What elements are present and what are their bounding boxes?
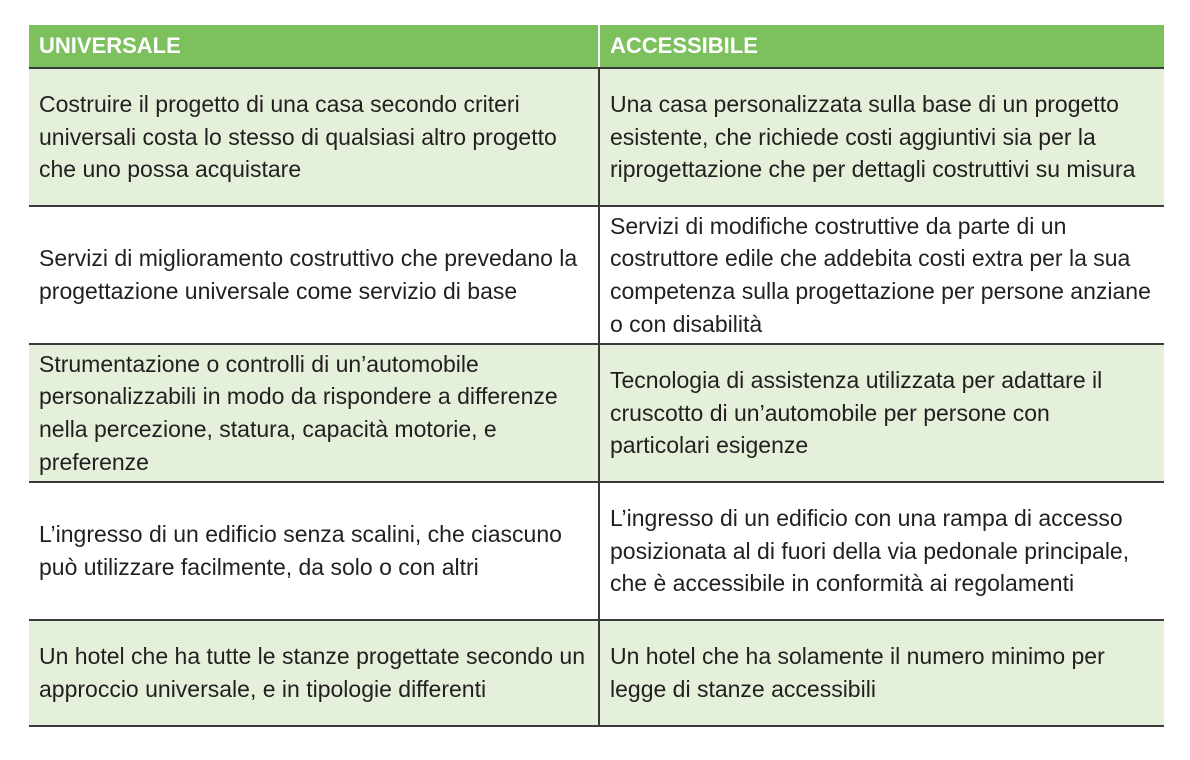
cell-universale: Costruire il progetto di una casa secondo criteri universali costa lo stesso di qualsiasi altro progetto che uno possa acquistare — [29, 68, 599, 206]
header-accessibile: ACCESSIBILE — [599, 25, 1164, 68]
header-universale: UNIVERSALE — [29, 25, 599, 68]
cell-accessibile: Una casa personalizzata sulla base di un progetto esistente, che richiede costi aggiuntivi sia per la riprogettazione che per dettagli costruttivi su misura — [599, 68, 1164, 206]
table-row — [29, 344, 1164, 482]
table-row — [29, 206, 1164, 344]
cell-accessibile: Un hotel che ha solamente il numero minimo per legge di stanze accessibili — [599, 620, 1164, 726]
table-row — [29, 482, 1164, 620]
cell-accessibile: Tecnologia di assistenza utilizzata per adattare il cruscotto di un’automobile per persone con particolari esigenze — [599, 344, 1164, 482]
cell-universale: Un hotel che ha tutte le stanze progettate secondo un approccio universale, e in tipologie differenti — [29, 620, 599, 726]
cell-universale: Strumentazione o controlli di un’automobile personalizzabili in modo da rispondere a differenze nella percezione, statura, capacità motorie, e preferenze — [29, 344, 599, 482]
table-row — [29, 68, 1164, 206]
cell-universale: L’ingresso di un edificio senza scalini, che ciascuno può utilizzare facilmente, da solo o con altri — [29, 482, 599, 620]
cell-accessibile: Servizi di modifiche costruttive da parte di un costruttore edile che addebita costi extra per la sua competenza sulla progettazione per persone anziane o con disabilità — [599, 206, 1164, 344]
table-row — [29, 620, 1164, 726]
cell-accessibile: L’ingresso di un edificio con una rampa di accesso posizionata al di fuori della via pedonale principale, che è accessibile in conformità ai regolamenti — [599, 482, 1164, 620]
cell-universale: Servizi di miglioramento costruttivo che prevedano la progettazione universale come servizio di base — [29, 206, 599, 344]
comparison-table — [29, 25, 1164, 727]
header-row — [29, 25, 1164, 68]
